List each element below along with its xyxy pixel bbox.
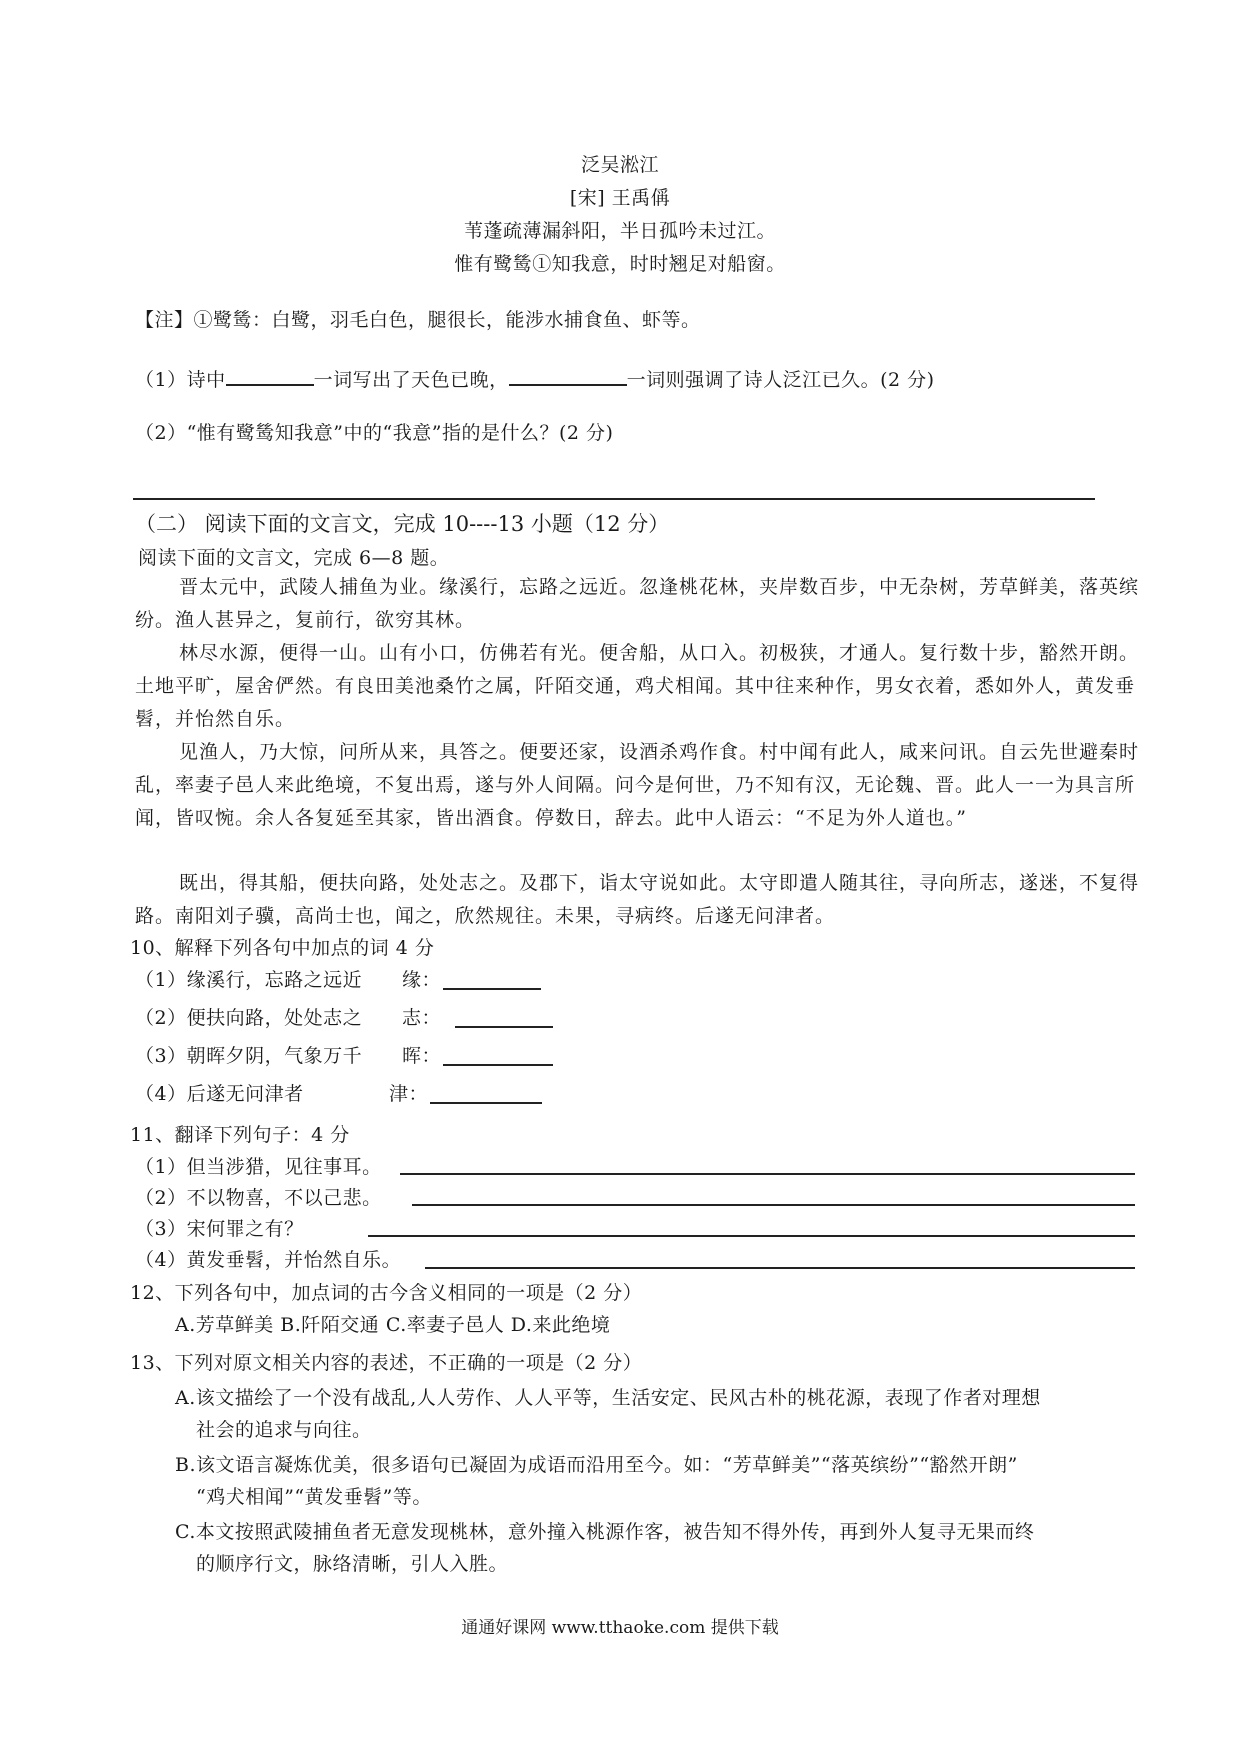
passage-paragraph: 既出，得其船，便扶向路，处处志之。及郡下，诣太守说如此。太守即遣人随其往，寻向所志，遂迷，不复得路。南阳刘子骥，高尚士也，闻之，欣然规往。未果，寻病终。后遂无问津者。 xyxy=(135,872,1140,927)
question-10-label: 志： xyxy=(402,1007,442,1029)
poem-title: 泛吴淞江 xyxy=(580,154,659,176)
question-10-item: （2）便扶向路，处处志之 xyxy=(135,1007,363,1029)
section-heading: （二） 阅读下面的文言文，完成 10----13 小题（12 分） xyxy=(135,512,670,536)
poem-line-2: 惟有鹭鸶①知我意，时时翘足对船窗。 xyxy=(454,253,786,275)
answer-line[interactable] xyxy=(133,498,1095,500)
question-13-title: 13、下列对原文相关内容的表述，不正确的一项是（2 分） xyxy=(130,1352,643,1374)
option-b-line: “鸡犬相闻”“黄发垂髫”等。 xyxy=(196,1486,432,1508)
question-12-options: A.芳草鲜美 B.阡陌交通 C.率妻子邑人 D.来此绝境 xyxy=(175,1314,611,1336)
answer-line[interactable] xyxy=(412,1204,1135,1206)
question-11-item: （2）不以物喜，不以己悲。 xyxy=(135,1187,382,1209)
question-1-part2: 一词写出了天色已晚， xyxy=(313,369,509,391)
passage-paragraph: 晋太元中，武陵人捕鱼为业。缘溪行，忘路之远近。忽逢桃花林，夹岸数百步，中无杂树，芳草鲜美，落英缤纷。渔人甚异之，复前行，欲穷其林。 xyxy=(135,576,1140,631)
question-10-label: 晖： xyxy=(402,1045,442,1067)
question-10-label: 缘： xyxy=(402,969,442,991)
option-a-line: A.该文描绘了一个没有战乱,人人劳作、人人平等，生活安定、民风古朴的桃花源，表现了作者对理想 xyxy=(175,1387,1041,1409)
question-1-part1: （1）诗中 xyxy=(135,369,226,391)
question-1-part3: 一词则强调了诗人泛江已久。(2 分) xyxy=(626,369,935,391)
answer-line[interactable] xyxy=(400,1173,1135,1175)
question-2: （2）“惟有鹭鸶知我意”中的“我意”指的是什么？(2 分) xyxy=(135,422,614,444)
answer-line[interactable] xyxy=(425,1267,1135,1269)
question-1 xyxy=(135,364,935,392)
poem-line-1: 苇蓬疏薄漏斜阳，半日孤吟未过江。 xyxy=(463,220,776,242)
question-11-item: （3）宋何罪之有？ xyxy=(135,1218,304,1240)
passage-paragraph: 见渔人，乃大惊，问所从来，具答之。便要还家，设酒杀鸡作食。村中闻有此人，咸来问讯。自云先世避秦时乱，率妻子邑人来此绝境，不复出焉，遂与外人间隔。问今是何世，乃不知有汉，无论魏、晋。此人一一为具言所闻，皆叹惋。余人各复延至其家，皆出酒食。停数日，辞去。此中人语云：“不足为外人道也。” xyxy=(135,741,1140,829)
question-10-item: （4）后遂无问津者 xyxy=(135,1083,304,1105)
answer-blank[interactable] xyxy=(443,1064,553,1066)
answer-blank[interactable] xyxy=(509,364,627,386)
answer-blank[interactable] xyxy=(430,1102,542,1104)
passage-paragraph: 林尽水源，便得一山。山有小口，仿佛若有光。便舍船，从口入。初极狭，才通人。复行数十步，豁然开朗。土地平旷，屋舍俨然。有良田美池桑竹之属，阡陌交通，鸡犬相闻。其中往来种作，男女衣着，悉如外人，黄发垂髫，并怡然自乐。 xyxy=(135,642,1140,730)
option-c-line: C.本文按照武陵捕鱼者无意发现桃林，意外撞入桃源作客，被告知不得外传，再到外人复寻无果而终 xyxy=(175,1521,1035,1543)
answer-line[interactable] xyxy=(368,1235,1135,1237)
question-11-title: 11、翻译下列句子：4 分 xyxy=(130,1124,350,1146)
option-a-line: 社会的追求与向往。 xyxy=(196,1419,372,1441)
poem-note: 【注】①鹭鸶：白鹭，羽毛白色，腿很长，能涉水捕食鱼、虾等。 xyxy=(135,309,701,331)
question-10-title: 10、解释下列各句中加点的词 4 分 xyxy=(130,937,435,959)
poem-author: [宋] 王禹偁 xyxy=(569,187,671,209)
question-11-item: （1）但当涉猎，见往事耳。 xyxy=(135,1156,382,1178)
question-10-label: 津： xyxy=(389,1083,429,1105)
question-12-title: 12、下列各句中，加点词的古今含义相同的一项是（2 分） xyxy=(130,1282,643,1304)
question-10-item: （1）缘溪行，忘路之远近 xyxy=(135,969,363,991)
answer-blank[interactable] xyxy=(226,364,314,386)
question-10-item: （3）朝晖夕阴，气象万千 xyxy=(135,1045,363,1067)
answer-blank[interactable] xyxy=(455,1026,553,1028)
section-subheading: 阅读下面的文言文，完成 6—8 题。 xyxy=(138,547,450,569)
option-b-line: B.该文语言凝炼优美，很多语句已凝固为成语而沿用至今。如：“芳草鲜美”“落英缤纷”“豁然开朗” xyxy=(175,1454,1018,1476)
option-c-line: 的顺序行文，脉络清晰，引人入胜。 xyxy=(196,1553,509,1575)
question-11-item: （4）黄发垂髫，并怡然自乐。 xyxy=(135,1249,402,1271)
answer-blank[interactable] xyxy=(443,988,541,990)
page-footer: 通通好课网 www.tthaoke.com 提供下载 xyxy=(461,1618,779,1638)
